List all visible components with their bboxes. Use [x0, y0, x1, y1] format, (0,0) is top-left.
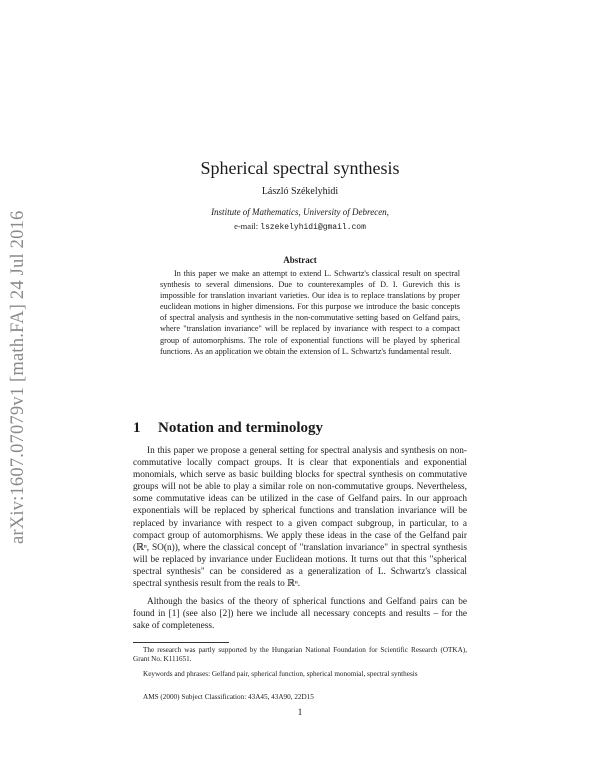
- footnote-keywords-text: Keywords and phrases: Gelfand pair, spherical function, spherical monomial, spectral synthesis: [143, 670, 418, 678]
- page-number: 1: [297, 708, 303, 718]
- section-number: 1: [133, 420, 141, 436]
- abstract-paragraph: In this paper we make an attempt to extend L. Schwartz's classical result on spectral synthesis to several dimensions. Due to counterexamples of D. I. Gurevich this is impossible for translation invariant varieties. Our idea is to replace translations by proper euclidean motions in higher dimensions. For this purpose we introduce the basic concepts of spectral analysis and synthesis in the non-commutative setting based on Gelfand pairs, where "translation invariance" will be replaced by invariance with respect to a compact group of automorphisms. The role of exponential functions will be played by spherical functions. As an application we obtain the extension of L. Schwartz's fundamental result.: [160, 269, 460, 356]
- abstract-body: [160, 268, 460, 357]
- abstract-heading: Abstract: [283, 255, 317, 265]
- author-email-line: [0, 221, 600, 232]
- paper-title: Spherical spectral synthesis: [200, 158, 400, 178]
- email-address[interactable]: lszekelyhidi@gmail.com: [260, 223, 366, 232]
- body-paragraph-2: Although the basics of the theory of spherical functions and Gelfand pairs can be found in [1] (see also [2]) here we include all necessary concepts and results – for the sake of completeness.: [133, 597, 467, 632]
- body-paragraph-1: In this paper we propose a general setting for spectral analysis and synthesis on non-commutative locally compact groups. It is clear that exponentials and exponential monomials, which serve as basic building blocks for spectral synthesis on commutative groups will not be able to play a similar role on non-commutative groups. Nevertheless, some commutative ideas can be utilized in the case of Gelfand pairs. In our approach exponentials will be replaced by spherical functions and translation invariance will be replaced by invariance with respect to a given compact subgroup, in particular, to a compact group of automorphisms. We apply these ideas in the case of the Gelfand pair (ℝⁿ, SO(n)), where the classical concept of "translation invariance" in spectral synthesis will be replaced by invariance under Euclidean motions. It turns out that this "spherical spectral synthesis" can be considered as a generalization of L. Schwartz's classical spectral synthesis result from the reals to ℝⁿ.: [133, 446, 467, 590]
- footnote-funding: [133, 646, 467, 665]
- author-affiliation: Institute of Mathematics, University of Debrecen,: [211, 207, 389, 217]
- arxiv-identifier-stamp: arXiv:1607.07079v1 [math.FA] 24 Jul 2016: [8, 210, 28, 544]
- section-heading: [133, 420, 323, 437]
- author-name: László Székelyhidi: [261, 186, 339, 197]
- footnote-rule: [133, 642, 229, 643]
- footnote-funding-text: The research was partly supported by the Hungarian National Foundation for Scientific Research (OTKA), Grant No. K111651.: [133, 646, 467, 664]
- footnote-classification: [133, 693, 467, 702]
- footnote-classification-text: AMS (2000) Subject Classification: 43A45, 43A90, 22D15: [143, 693, 314, 701]
- section-body: [133, 445, 467, 632]
- email-label: e-mail:: [234, 221, 261, 231]
- footnote-keywords: [133, 670, 467, 679]
- section-title: Notation and terminology: [158, 420, 323, 436]
